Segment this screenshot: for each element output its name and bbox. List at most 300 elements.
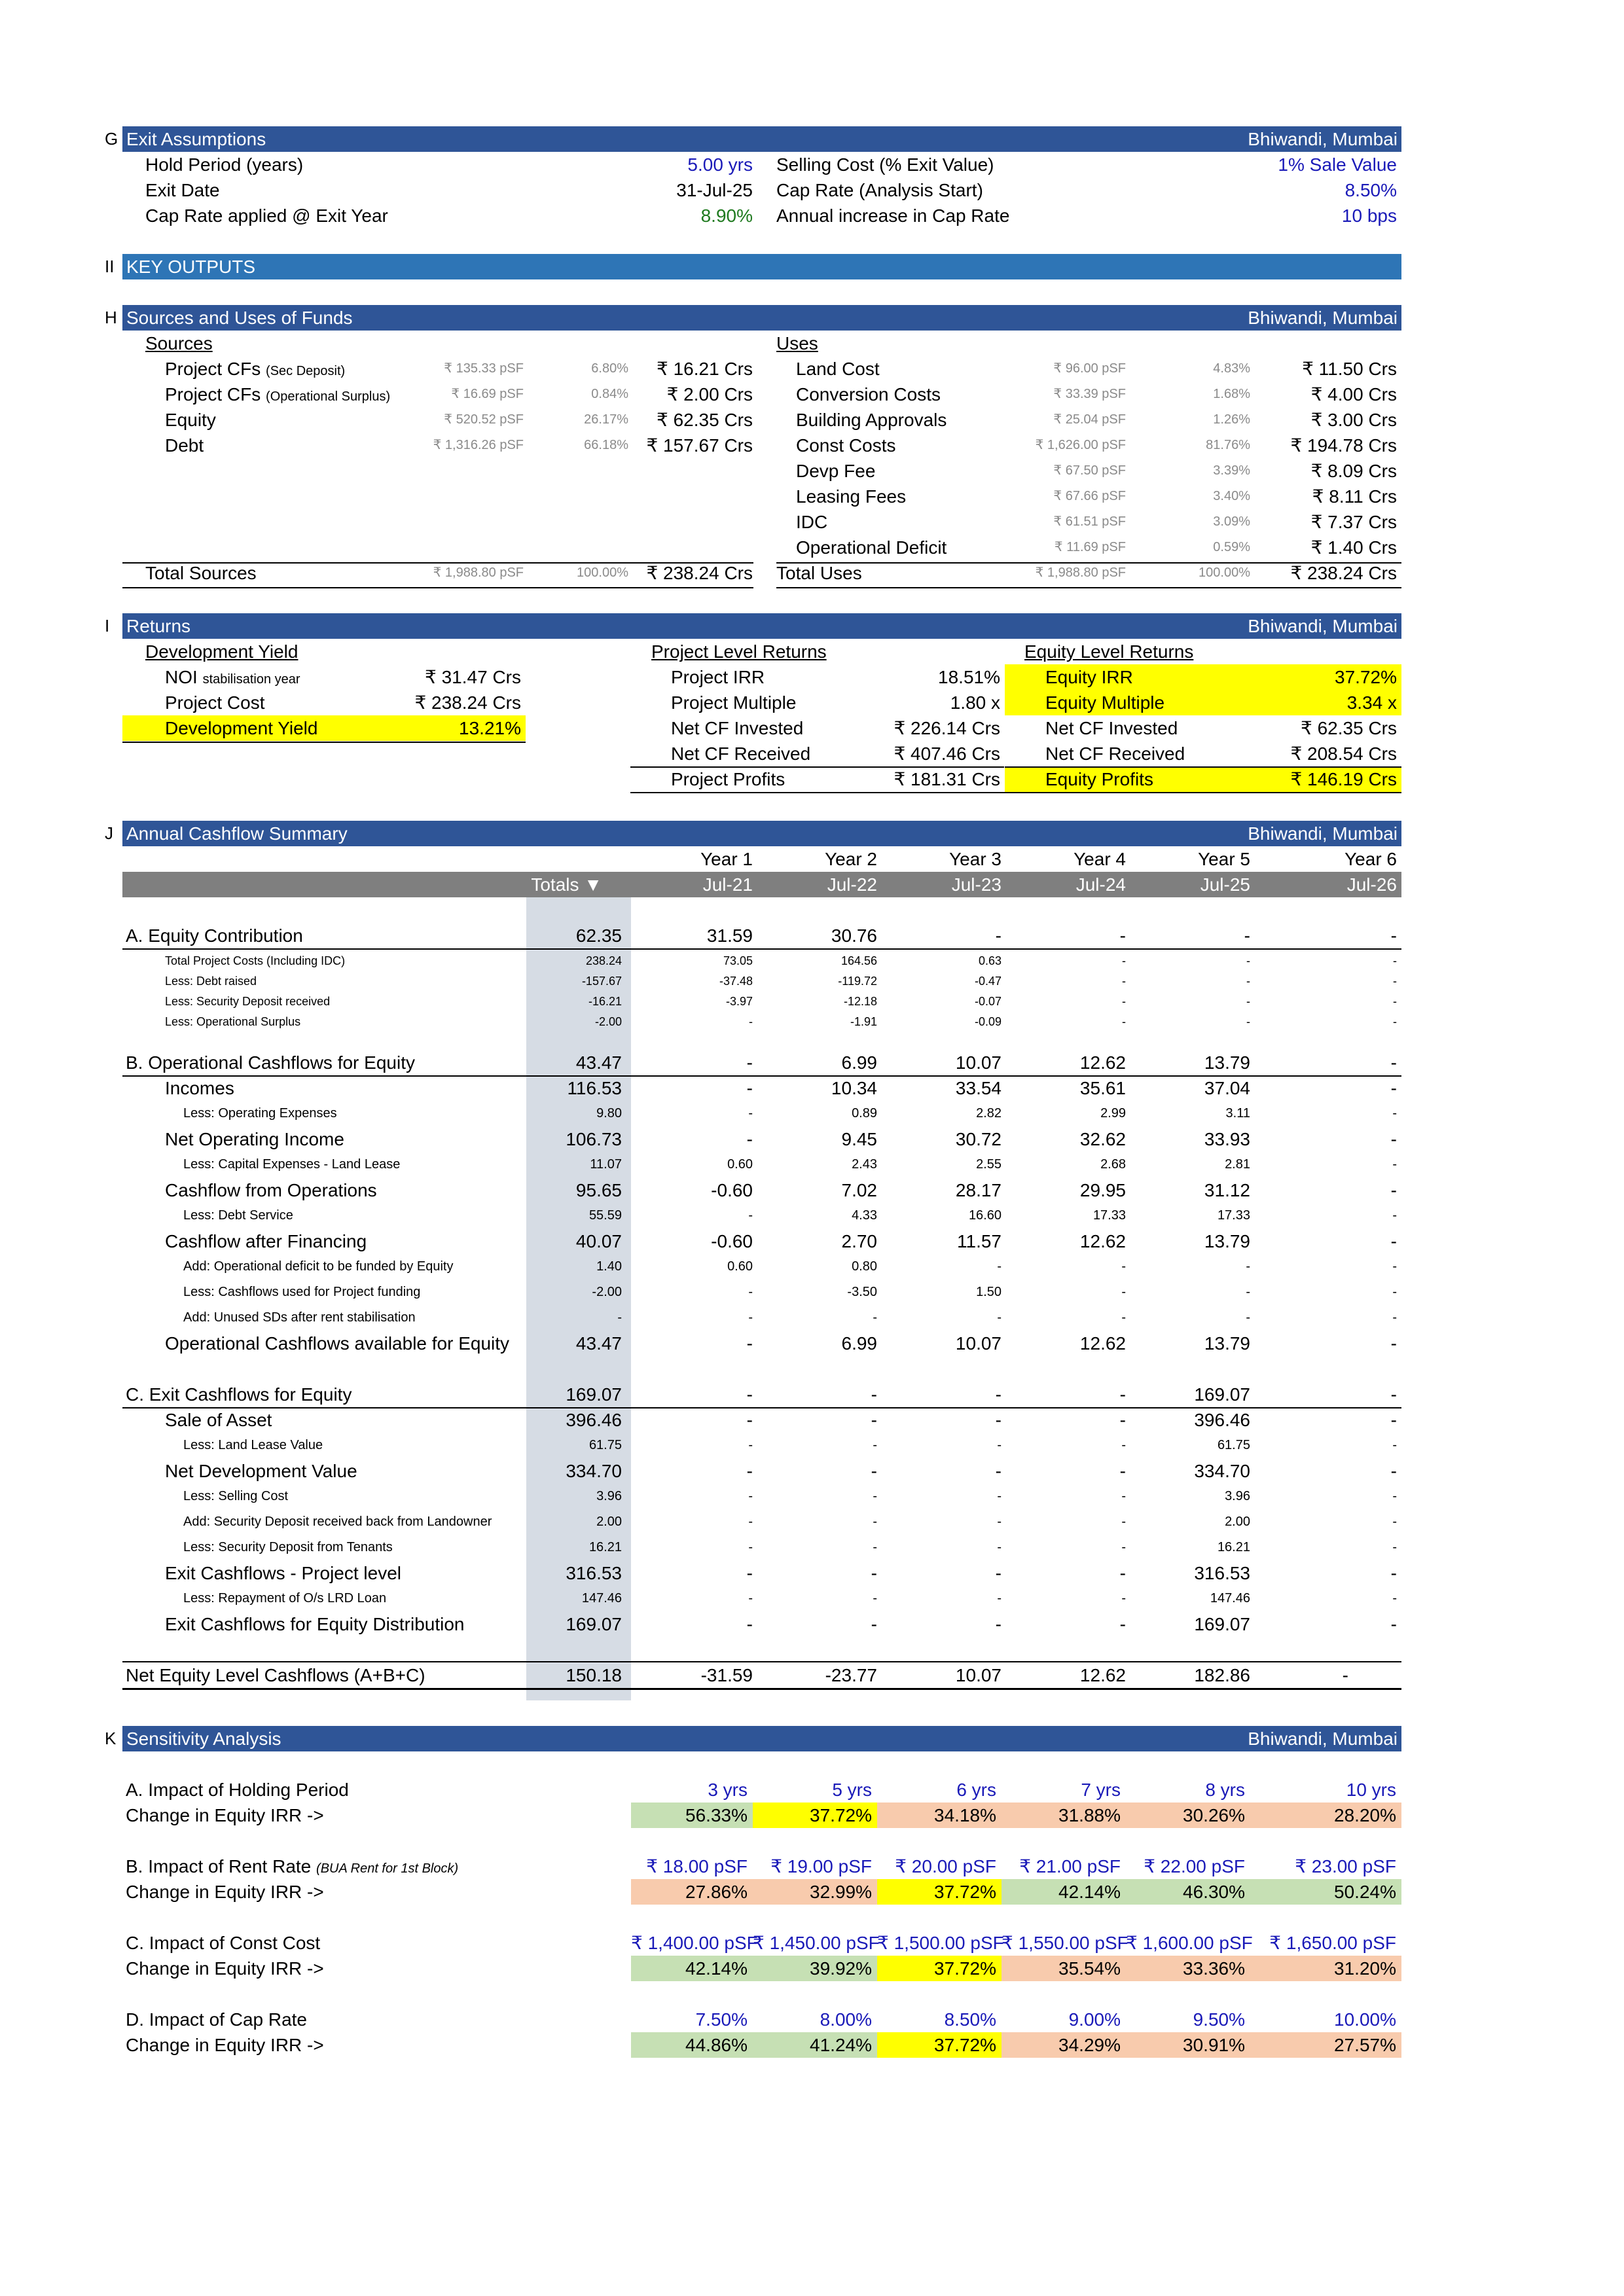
cashflow-row-label: Cashflow after Financing [165, 1231, 367, 1251]
use-label: Leasing Fees [796, 486, 907, 507]
cashflow-cell: 31.59 [706, 925, 753, 946]
cashflow-cell: 35.61 [1079, 1078, 1126, 1098]
cashflow-row-total: 95.65 [575, 1180, 622, 1200]
cashflow-row [0, 923, 1624, 948]
cap-increase-value: 10 bps [1341, 206, 1397, 226]
cashflow-row [0, 1586, 1624, 1611]
cashflow-cell: 164.56 [840, 954, 877, 967]
sensitivity-irr-value: 50.24% [1334, 1882, 1396, 1902]
year-heading: Year 4 [1074, 849, 1126, 869]
cashflow-cell: -0.60 [711, 1231, 753, 1251]
cashflow-row-total: 169.07 [566, 1384, 622, 1405]
cashflow-cell: 2.99 [1100, 1106, 1126, 1121]
cashflow-cell: - [1390, 1333, 1397, 1354]
cashflow-cell: 28.17 [955, 1180, 1001, 1200]
cashflow-row-label: Total Project Costs (Including IDC) [165, 954, 346, 967]
cashflow-cell: - [997, 1540, 1001, 1554]
date-heading: Jul-26 [1346, 874, 1397, 895]
cashflow-row-total: 106.73 [566, 1129, 622, 1149]
cashflow-row-total: 2.00 [596, 1515, 622, 1529]
cashflow-cell: - [1392, 1540, 1397, 1554]
cashflow-cell: 13.79 [1204, 1052, 1250, 1073]
cashflow-cell: 33.93 [1204, 1129, 1250, 1149]
cashflow-cell: -12.18 [843, 995, 877, 1008]
sources-uses-header [122, 305, 1401, 331]
use-amount: ₹ 11.50 Crs [1302, 359, 1397, 379]
cashflow-row [0, 1509, 1624, 1535]
cashflow-cell: - [1390, 1129, 1397, 1149]
cashflow-cell: - [1122, 1015, 1126, 1028]
section-title: Returns [126, 616, 191, 636]
dev-yield-heading: Development Yield [145, 641, 298, 662]
sensitivity-input: ₹ 1,500.00 pSF [877, 1933, 1004, 1953]
cashflow-cell: 16.21 [1217, 1540, 1250, 1554]
sensitivity-input: 3 yrs [708, 1780, 748, 1800]
cashflow-row [0, 1560, 1624, 1586]
section-location: Bhiwandi, Mumbai [1248, 616, 1398, 636]
sensitivity-irr-row [0, 1956, 1624, 1981]
sources-bottom-rule [122, 587, 753, 588]
su-row [0, 484, 1624, 509]
cap-rate-exit-label: Cap Rate applied @ Exit Year [145, 206, 388, 226]
cashflow-cell: - [1119, 1461, 1126, 1481]
sensitivity-irr-cell [1001, 1803, 1126, 1828]
cashflow-row [0, 1101, 1624, 1126]
date-heading: Jul-24 [1075, 874, 1126, 895]
sensitivity-input: 8 yrs [1205, 1780, 1245, 1800]
cashflow-cell: - [1390, 1614, 1397, 1634]
cashflow-cell: 2.70 [841, 1231, 877, 1251]
cashflow-cell: - [873, 1540, 877, 1554]
cashflow-cell: 169.07 [1194, 1384, 1250, 1405]
cashflow-cell: 169.07 [1194, 1614, 1250, 1634]
cashflow-row-label: Add: Unused SDs after rent stabilisation [183, 1310, 416, 1325]
source-psf: ₹ 1,316.26 pSF [433, 438, 524, 452]
cashflow-cell: 32.62 [1079, 1129, 1126, 1149]
sensitivity-irr-value: 42.14% [685, 1958, 748, 1979]
cashflow-cell: 0.80 [852, 1259, 877, 1274]
year-heading: Year 6 [1344, 849, 1397, 869]
cashflow-cell: - [1119, 925, 1126, 946]
source-label [165, 356, 345, 382]
use-psf: ₹ 1,626.00 pSF [1035, 438, 1126, 452]
sensitivity-irr-value: 34.18% [934, 1805, 996, 1825]
cashflow-cell: - [748, 1310, 753, 1325]
use-amount: ₹ 3.00 Crs [1310, 410, 1397, 430]
cashflow-row-label: Less: Operating Expenses [183, 1106, 337, 1121]
section-location: Bhiwandi, Mumbai [1248, 129, 1398, 149]
cashflow-cell: -0.47 [974, 975, 1001, 988]
use-pct: 3.40% [1213, 489, 1250, 503]
use-label: Const Costs [796, 435, 896, 456]
cashflow-cell: - [1246, 995, 1250, 1008]
cashflow-cell: 12.62 [1079, 1052, 1126, 1073]
cashflow-row-label: Net Development Value [165, 1461, 357, 1481]
sensitivity-irr-cell [877, 1803, 1001, 1828]
cashflow-cell: - [873, 1515, 877, 1529]
sensitivity-input: ₹ 1,400.00 pSF [631, 1933, 758, 1953]
cashflow-cell: -37.48 [719, 975, 753, 988]
noi-sublabel: stabilisation year [202, 672, 300, 687]
use-psf: ₹ 33.39 pSF [1053, 387, 1126, 401]
cashflow-row-label: Less: Security Deposit received [165, 995, 331, 1008]
sensitivity-irr-cell [1126, 1956, 1250, 1981]
cashflow-cell: - [873, 1310, 877, 1325]
cashflow-cell: - [1122, 995, 1126, 1008]
sensitivity-irr-cell [1001, 2032, 1126, 2058]
sensitivity-input: ₹ 1,650.00 pSF [1269, 1933, 1396, 1953]
sensitivity-input: ₹ 23.00 pSF [1295, 1856, 1396, 1876]
date-heading: Jul-23 [951, 874, 1001, 895]
noi-label: NOI stabilisation year [165, 667, 300, 687]
cashflow-row-label: A. Equity Contribution [126, 925, 303, 946]
cashflow-row-label: Less: Debt Service [183, 1208, 293, 1223]
total-row [0, 560, 1624, 586]
cashflow-row [0, 1075, 1624, 1101]
use-pct: 3.39% [1213, 463, 1250, 478]
sensitivity-irr-value: 46.30% [1183, 1882, 1245, 1902]
use-psf: ₹ 25.04 pSF [1053, 412, 1126, 427]
returns-row [0, 715, 1624, 741]
source-amount: ₹ 157.67 Crs [646, 435, 753, 456]
cashflow-row-total: 55.59 [588, 1208, 622, 1223]
cashflow-cell: 10.07 [955, 1052, 1001, 1073]
cashflow-row [0, 1050, 1624, 1075]
cashflow-cell: 17.33 [1092, 1208, 1126, 1223]
uses-heading: Uses [776, 333, 818, 353]
use-pct: 3.09% [1213, 514, 1250, 529]
cashflow-row [0, 1203, 1624, 1229]
equity-return-label: Equity Multiple [1045, 692, 1165, 713]
cashflow-cell: 13.79 [1204, 1231, 1250, 1251]
cashflow-row-total: 40.07 [575, 1231, 622, 1251]
total-uses-psf: ₹ 1,988.80 pSF [1035, 565, 1126, 580]
equity-return-value: 37.72% [1335, 667, 1397, 687]
cashflow-cell: 147.46 [1210, 1591, 1250, 1605]
cashflow-header [122, 821, 1401, 846]
su-row [0, 407, 1624, 433]
cashflow-cell: -3.50 [847, 1285, 877, 1299]
sensitivity-irr-value: 34.29% [1058, 2035, 1121, 2055]
cashflow-row-label: Less: Operational Surplus [165, 1015, 301, 1028]
cashflow-cell: 30.76 [831, 925, 877, 946]
equity-return-value: ₹ 146.19 Crs [1290, 769, 1397, 789]
cashflow-row-label: Incomes [165, 1078, 234, 1098]
cashflow-row [0, 1229, 1624, 1254]
sensitivity-irr-value: 35.54% [1058, 1958, 1121, 1979]
sensitivity-irr-cell [1126, 1879, 1250, 1905]
cashflow-row-label: Less: Selling Cost [183, 1489, 289, 1503]
sensitivity-input: ₹ 19.00 pSF [770, 1856, 872, 1876]
equity-return-label: Equity IRR [1045, 667, 1133, 687]
use-amount: ₹ 8.09 Crs [1310, 461, 1397, 481]
su-row [0, 535, 1624, 560]
sensitivity-input-row [0, 2007, 1624, 2032]
use-pct: 1.68% [1213, 387, 1250, 401]
sensitivity-irr-cell [753, 1879, 877, 1905]
sensitivity-irr-row [0, 2032, 1624, 2058]
total-uses-amount: ₹ 238.24 Crs [1290, 563, 1397, 583]
cashflow-cell: -3.97 [725, 995, 753, 1008]
cashflow-row-total: 316.53 [566, 1563, 622, 1583]
cap-increase-label: Annual increase in Cap Rate [776, 206, 1010, 226]
cashflow-cell: - [748, 1208, 753, 1223]
cashflow-cell: 10.07 [955, 1665, 1001, 1685]
total-uses-pct: 100.00% [1199, 565, 1250, 580]
cashflow-cell: -0.07 [974, 995, 1001, 1008]
equity-return-value: ₹ 208.54 Crs [1290, 744, 1397, 764]
cashflow-cell: - [1246, 975, 1250, 988]
cashflow-cell: 17.33 [1217, 1208, 1250, 1223]
sensitivity-irr-cell [753, 1956, 877, 1981]
cashflow-row-total: -157.67 [581, 975, 622, 988]
cashflow-row-label: Cashflow from Operations [165, 1180, 377, 1200]
cashflow-cell: - [995, 1410, 1001, 1430]
cashflow-cell: - [748, 1438, 753, 1452]
use-pct: 0.59% [1213, 540, 1250, 554]
sensitivity-irr-value: 56.33% [685, 1805, 748, 1825]
cashflow-cell: - [746, 1410, 753, 1430]
cashflow-cell: - [1390, 1410, 1397, 1430]
cashflow-cell: - [1392, 1285, 1397, 1299]
cashflow-cell: 37.04 [1204, 1078, 1250, 1098]
project-profits-top-rule [630, 766, 1004, 768]
sensitivity-title: C. Impact of Const Cost [126, 1933, 321, 1953]
cashflow-cell: - [1121, 1591, 1126, 1605]
year-heading: Year 3 [949, 849, 1001, 869]
source-name: Project CFs [165, 384, 261, 404]
cashflow-cell: 2.55 [976, 1157, 1001, 1172]
source-sublabel: (Operational Surplus) [266, 389, 391, 404]
returns-headings [0, 639, 1624, 664]
total-uses-label: Total Uses [776, 563, 862, 583]
cashflow-cell: 2.43 [852, 1157, 877, 1172]
cashflow-cell: - [995, 1563, 1001, 1583]
cashflow-cell: - [1342, 1665, 1348, 1685]
sensitivity-input: ₹ 21.00 pSF [1019, 1856, 1121, 1876]
cashflow-cell: - [1392, 1310, 1397, 1325]
cashflow-cell: - [1246, 1259, 1250, 1274]
cashflow-row [0, 1177, 1624, 1203]
sensitivity-irr-row [0, 1879, 1624, 1905]
sensitivity-input: ₹ 1,600.00 pSF [1126, 1933, 1253, 1953]
cashflow-cell: - [1392, 1208, 1397, 1223]
cashflow-cell: - [748, 1515, 753, 1529]
section-title: Exit Assumptions [126, 129, 266, 149]
sensitivity-irr-cell [1250, 1879, 1401, 1905]
cashflow-row [0, 1254, 1624, 1280]
cashflow-cell: - [746, 1614, 753, 1634]
cashflow-row [0, 1535, 1624, 1560]
sensitivity-title: D. Impact of Cap Rate [126, 2009, 308, 2030]
year-heading: Year 1 [700, 849, 753, 869]
cashflow-cell: - [1392, 1515, 1397, 1529]
cashflow-row-total: 116.53 [567, 1078, 622, 1098]
totals-heading: Totals ▼ [531, 874, 602, 895]
cashflow-cell: - [1392, 1157, 1397, 1172]
cashflow-cell: - [1121, 1259, 1126, 1274]
cashflow-cell: 334.70 [1194, 1461, 1250, 1481]
cashflow-cell: 3.11 [1225, 1106, 1250, 1121]
sensitivity-irr-cell [877, 1879, 1001, 1905]
sensitivity-label [126, 2007, 307, 2032]
sensitivity-irr-cell [877, 1956, 1001, 1981]
cashflow-cell: - [871, 1410, 877, 1430]
cashflow-cell: - [1121, 1310, 1126, 1325]
noi-value: ₹ 31.47 Crs [425, 667, 521, 687]
returns-row [0, 664, 1624, 690]
cashflow-cell: - [1246, 1015, 1250, 1028]
sensitivity-input-row [0, 1930, 1624, 1956]
cashflow-cell: - [997, 1310, 1001, 1325]
sensitivity-irr-cell [1001, 1956, 1126, 1981]
cashflow-cell: 16.60 [968, 1208, 1001, 1223]
cashflow-dates-row [0, 872, 1624, 897]
sensitivity-irr-value: 31.20% [1334, 1958, 1396, 1979]
use-amount: ₹ 1.40 Crs [1310, 537, 1397, 558]
sensitivity-irr-value: 42.14% [1058, 1882, 1121, 1902]
sensitivity-input: 9.50% [1193, 2009, 1245, 2030]
cashflow-row-total: 16.21 [588, 1540, 622, 1554]
cashflow-cell: - [1392, 1106, 1397, 1121]
cashflow-cell: -0.09 [974, 1015, 1001, 1028]
date-heading: Jul-21 [702, 874, 753, 895]
cashflow-row-total: 9.80 [596, 1106, 622, 1121]
cashflow-row-total: -16.21 [588, 995, 622, 1008]
cashflow-row [0, 1152, 1624, 1177]
sensitivity-input: 6 yrs [956, 1780, 996, 1800]
cashflow-row [0, 1280, 1624, 1305]
cashflow-row [0, 1484, 1624, 1509]
cashflow-row-total: 11.07 [590, 1157, 622, 1172]
cashflow-cell: - [997, 1515, 1001, 1529]
cashflow-row-total: 1.40 [596, 1259, 622, 1274]
cashflow-cell: - [746, 1129, 753, 1149]
cashflow-cell: - [746, 1384, 753, 1405]
sensitivity-irr-value: 30.91% [1183, 2035, 1245, 2055]
cashflow-cell: - [871, 1384, 877, 1405]
cashflow-row [0, 1662, 1624, 1688]
cashflow-row-label: Operational Cashflows available for Equity [165, 1333, 510, 1354]
section-title: Sensitivity Analysis [126, 1729, 281, 1749]
source-label [165, 382, 390, 407]
cashflow-row-label: Less: Cashflows used for Project funding [183, 1285, 421, 1299]
cashflow-cell: 1.50 [976, 1285, 1001, 1299]
use-psf: ₹ 67.66 pSF [1053, 489, 1126, 503]
total-sources-label: Total Sources [145, 563, 257, 583]
source-psf: ₹ 135.33 pSF [444, 361, 524, 376]
cashflow-row-label: C. Exit Cashflows for Equity [126, 1384, 352, 1405]
cashflow-row-total: 150.18 [566, 1665, 622, 1685]
cashflow-row [0, 1331, 1624, 1356]
cashflow-cell: - [1393, 1015, 1397, 1028]
cashflow-cell: 4.33 [852, 1208, 877, 1223]
cashflow-cell: - [1393, 954, 1397, 967]
sensitivity-irr-cell [1126, 1803, 1250, 1828]
source-psf: ₹ 16.69 pSF [451, 387, 524, 401]
use-psf: ₹ 67.50 pSF [1053, 463, 1126, 478]
cashflow-cell: - [1392, 1438, 1397, 1452]
cashflow-cell: - [1390, 1384, 1397, 1405]
exit-row-1 [0, 152, 1624, 177]
sensitivity-irr-value: 27.57% [1334, 2035, 1396, 2055]
sensitivity-label [126, 1854, 458, 1879]
sensitivity-irr-value: 32.99% [810, 1882, 872, 1902]
sensitivity-input: ₹ 22.00 pSF [1144, 1856, 1245, 1876]
cashflow-cell: - [748, 1591, 753, 1605]
sensitivity-irr-value: 30.26% [1183, 1805, 1245, 1825]
use-label: Devp Fee [796, 461, 876, 481]
sensitivity-label [126, 1777, 349, 1803]
cashflow-cell: - [1393, 995, 1397, 1008]
use-label: Conversion Costs [796, 384, 941, 404]
sensitivity-input-row [0, 1777, 1624, 1803]
section-title: KEY OUTPUTS [126, 257, 256, 277]
cashflow-cell: -31.59 [700, 1665, 753, 1685]
cashflow-cell: - [1390, 1461, 1397, 1481]
sensitivity-irr-cell [1001, 1879, 1126, 1905]
cashflow-cell: - [1392, 1489, 1397, 1503]
total-sources-amount: ₹ 238.24 Crs [646, 563, 753, 583]
cashflow-row-label: Net Operating Income [165, 1129, 344, 1149]
cashflow-cell: - [873, 1591, 877, 1605]
date-heading: Jul-25 [1200, 874, 1250, 895]
cashflow-cell: -0.60 [711, 1180, 753, 1200]
cashflow-row-label: Exit Cashflows for Equity Distribution [165, 1614, 465, 1634]
sensitivity-irr-cell [631, 1803, 753, 1828]
source-pct: 0.84% [591, 387, 628, 401]
cashflow-cell: - [748, 1540, 753, 1554]
source-sublabel: (Sec Deposit) [266, 364, 346, 378]
section-title: Sources and Uses of Funds [126, 308, 353, 328]
cashflow-cell: - [997, 1591, 1001, 1605]
cashflow-cell: - [997, 1438, 1001, 1452]
cashflow-cell: 2.81 [1225, 1157, 1250, 1172]
cashflow-cell: - [1121, 1540, 1126, 1554]
su-row [0, 433, 1624, 458]
cashflow-row-label: Less: Capital Expenses - Land Lease [183, 1157, 401, 1172]
section-location: Bhiwandi, Mumbai [1248, 823, 1398, 844]
cashflow-cell: 182.86 [1194, 1665, 1250, 1685]
sensitivity-irr-value: 31.88% [1058, 1805, 1121, 1825]
cashflow-cell: - [1122, 975, 1126, 988]
cashflow-row-total: 396.46 [566, 1410, 622, 1430]
cashflow-cell: 0.63 [978, 954, 1001, 967]
cashflow-row-label: Net Equity Level Cashflows (A+B+C) [126, 1665, 425, 1685]
selling-cost-value: 1% Sale Value [1278, 154, 1397, 175]
cashflow-row [0, 1433, 1624, 1458]
cashflow-cell: 6.99 [841, 1052, 877, 1073]
sensitivity-input: ₹ 1,450.00 pSF [753, 1933, 880, 1953]
hold-period-label: Hold Period (years) [145, 154, 304, 175]
exit-date-value: 31-Jul-25 [676, 180, 753, 200]
sensitivity-input: ₹ 18.00 pSF [646, 1856, 748, 1876]
cashflow-row-label: Sale of Asset [165, 1410, 272, 1430]
cashflow-cell: - [1390, 925, 1397, 946]
sensitivity-input: 9.00% [1068, 2009, 1121, 2030]
source-pct: 66.18% [584, 438, 628, 452]
cashflow-years-row [0, 846, 1624, 872]
cashflow-row-total: 169.07 [566, 1614, 622, 1634]
sources-uses-headings [0, 331, 1624, 356]
project-cost-value: ₹ 238.24 Crs [414, 692, 521, 713]
project-return-label: Project Multiple [671, 692, 797, 713]
sensitivity-irr-cell [753, 1803, 877, 1828]
equity-return-label: Equity Profits [1045, 769, 1153, 789]
source-name: Debt [165, 435, 204, 456]
dev-yield-value: 13.21% [459, 718, 521, 738]
returns-row [0, 741, 1624, 766]
